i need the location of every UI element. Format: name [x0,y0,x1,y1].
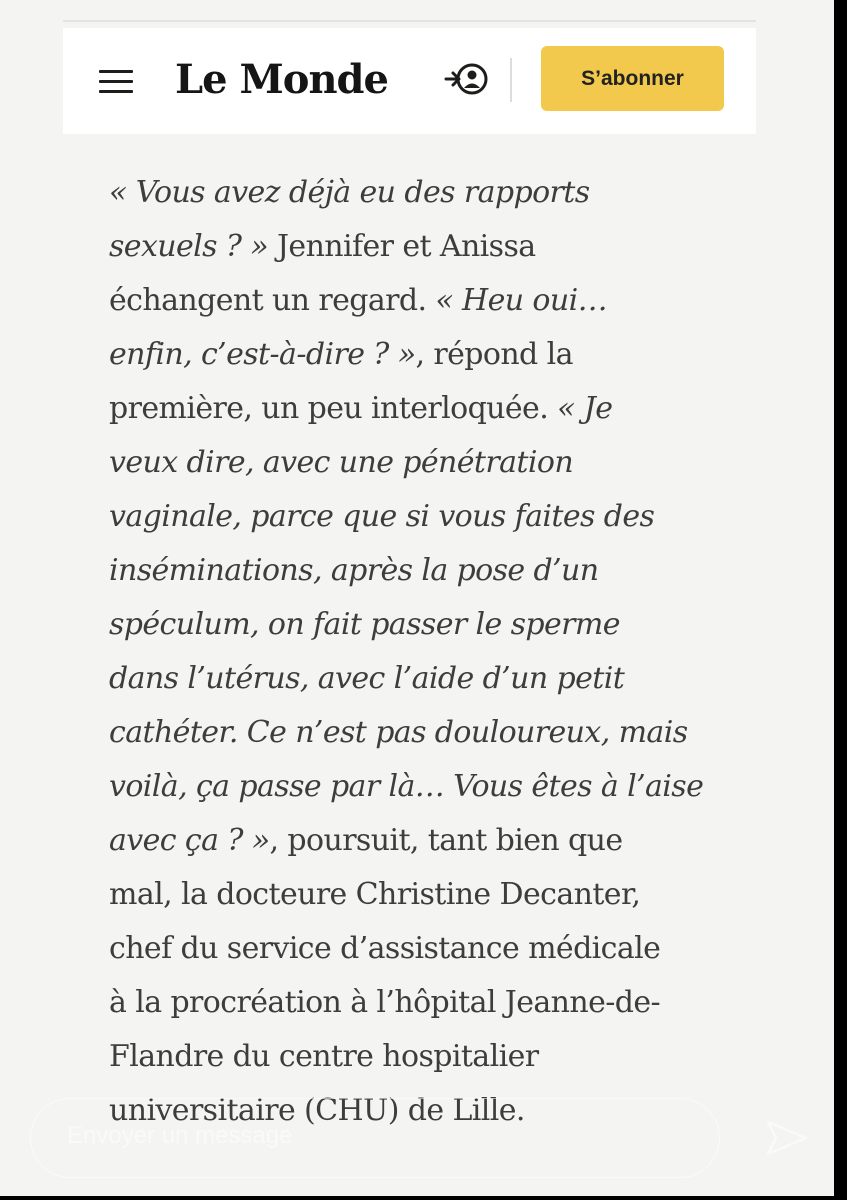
header-divider [510,58,512,102]
hamburger-menu-icon[interactable] [99,70,133,94]
quote-text: cathéter. Ce n’est pas douloureux, mais [109,715,688,750]
article-line [109,328,749,382]
article-line [109,490,749,544]
narrative-text: Jennifer et Anissa [268,229,536,264]
article-line [109,544,749,598]
message-placeholder: Envoyer un message [67,1122,293,1149]
quote-text: avec ça ? » [109,823,270,858]
article-line [109,868,749,922]
quote-text: dans l’utérus, avec l’aide d’un petit [109,661,625,696]
article-line [109,436,749,490]
narrative-text: chef du service d’assistance médicale [109,931,661,966]
quote-text: inséminations, après la pose d’un [109,553,599,588]
article-line [109,922,749,976]
quote-text: voilà, ça passe par là… Vous êtes à l’aise [109,769,704,804]
narrative-text: échangent un regard. [109,283,436,318]
narrative-text: universitaire (CHU) de Lille. [109,1093,525,1128]
article-line [109,382,749,436]
quote-text: spéculum, on fait passer le sperme [109,607,620,642]
article-line [109,814,749,868]
le-monde-logo[interactable]: Le Monde [175,56,388,103]
article-line [109,976,749,1030]
article-line [109,706,749,760]
article-line [109,652,749,706]
quote-text: « Heu oui… [435,283,607,318]
quote-text: sexuels ? » [109,229,269,264]
user-login-icon[interactable] [443,61,491,97]
quote-text: enfin, c’est-à-dire ? » [109,337,416,372]
article-line [109,220,749,274]
article-line [109,760,749,814]
narrative-text: première, un peu interloquée. [109,391,558,426]
quote-text: veux dire, avec une pénétration [109,445,574,480]
subscribe-button[interactable]: S’abonner [541,46,724,111]
article-line [109,598,749,652]
quote-text: vaginale, parce que si vous faites des [109,499,655,534]
message-input[interactable] [30,1098,720,1178]
narrative-text: Flandre du centre hospitalier [109,1039,539,1074]
article-body [109,166,749,1138]
narrative-text: mal, la docteure Christine Decanter, [109,877,641,912]
article-line [109,1030,749,1084]
quote-text: « Vous avez déjà eu des rapports [109,175,590,210]
article-line [109,166,749,220]
quote-text: « Je [557,391,613,426]
article-line [109,274,749,328]
send-arrow-icon[interactable] [762,1116,812,1160]
narrative-text: , répond la [415,337,573,372]
narrative-text: , poursuit, tant bien que [269,823,623,858]
site-header [63,28,756,134]
top-rule [63,20,756,22]
narrative-text: à la procréation à l’hôpital Jeanne-de- [109,985,661,1020]
